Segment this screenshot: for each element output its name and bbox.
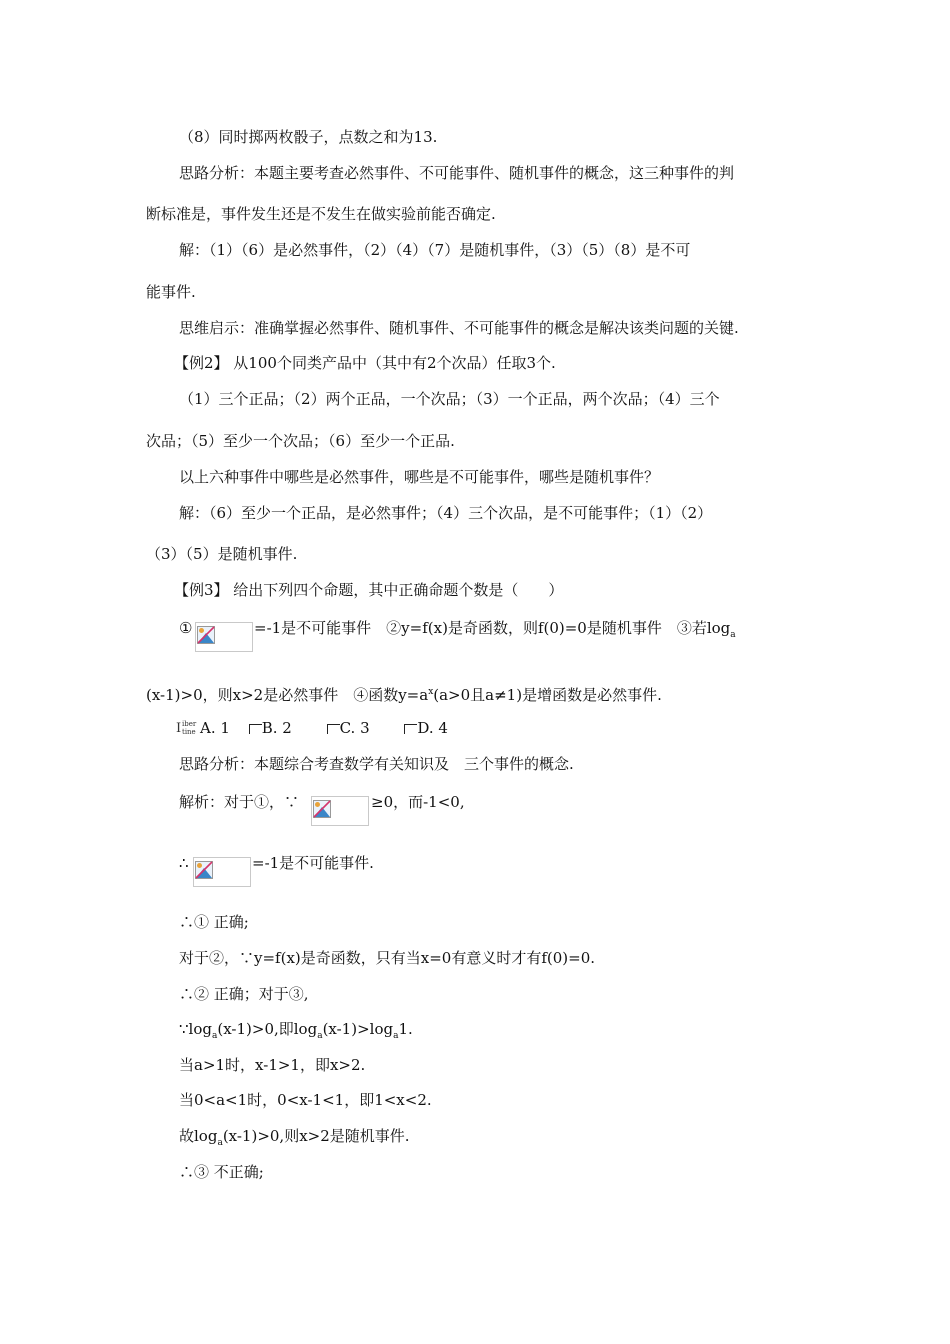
text-line: 解：（6）至少一个正品，是必然事件；（4）三个次品，是不可能事件；（1）（2） [179,504,713,522]
text-line: 思路分析：本题主要考查必然事件、不可能事件、随机事件的概念，这三种事件的判 [179,164,735,182]
garbled-glyph: I iber tine [176,720,197,736]
formula-image [193,857,251,887]
text-line: 当0<a<1时，0<x-1<1，即1<x<2. [179,1091,432,1109]
text-line: 思路分析：本题综合考查数学有关知识及 三个事件的概念. [179,755,574,773]
text-line: (x-1)>0，则x>2是必然事件 ④函数$y=a^x(a>0$且a≠1)是增函数是必然事件. [146,686,662,704]
text-line: 解析：对于①，∵ [179,793,300,811]
text-line: 对于②，∵y=f(x)是奇函数，只有当x=0有意义时才有f(0)=0. [179,949,596,967]
example-heading: 【例3】 给出下列四个命题，其中正确命题个数是（ ） [174,581,564,599]
text-line: 当a>1时，x-1>1，即x>2. [179,1056,366,1074]
text-line: ∴③ 不正确; [179,1163,264,1181]
formula-image [311,796,369,826]
text-line: 能事件. [146,283,196,301]
broken-image-icon [197,626,215,644]
text-line: （1）三个正品；（2）两个正品，一个次品；（3）一个正品，两个次品；（4）三个 [179,390,720,408]
broken-image-icon [195,861,213,879]
text-line: （3）（5）是随机事件. [146,545,298,563]
text-line: $\because\log_a(x-1)>0$,即$\log_a(x-1)>\log_a1$. [179,1020,413,1041]
text-line: =-1是不可能事件 ②y=f(x)是奇函数，则f(0)=0是随机事件 ③若$\log_a$ [254,619,736,640]
text-line: ≥0，而-1<0, [371,793,465,811]
option-c: C. 3 [339,719,370,737]
example-heading: 【例2】 从100个同类产品中（其中有2个次品）任取3个. [174,354,556,372]
text-line: （8）同时掷两枚骰子，点数之和为13. [179,128,438,146]
circled-number: ① [179,619,193,637]
formula-image [195,622,253,652]
text-line: 故$\log_a(x-1)>0$,则x>2是随机事件. [179,1127,410,1148]
option-marker [404,724,417,734]
text-line: ∴ [179,854,189,872]
text-line [179,618,192,638]
text-line: 次品；（5）至少一个次品；（6）至少一个正品. [146,432,455,450]
option-marker [249,724,262,734]
text-line: =-1是不可能事件. [252,854,374,872]
text-line: ∴① 正确; [179,913,249,931]
text-line: ∴② 正确；对于③, [179,985,309,1003]
text-line: 断标准是，事件发生还是不发生在做实验前能否确定. [146,205,496,223]
broken-image-icon [313,800,331,818]
option-d: D. 4 [417,719,448,737]
option-marker [327,724,340,734]
text-line: 以上六种事件中哪些是必然事件，哪些是不可能事件，哪些是随机事件？ [179,468,660,486]
option-b: B. 2 [261,719,292,737]
text-line: 解：（1）（6）是必然事件，（2）（4）（7）是随机事件，（3）（5）（8）是不可 [179,241,691,259]
option-a: A. 1 [200,719,230,737]
text-line: 思维启示：准确掌握必然事件、随机事件、不可能事件的概念是解决该类问题的关键. [179,319,739,337]
answer-options [176,718,448,738]
